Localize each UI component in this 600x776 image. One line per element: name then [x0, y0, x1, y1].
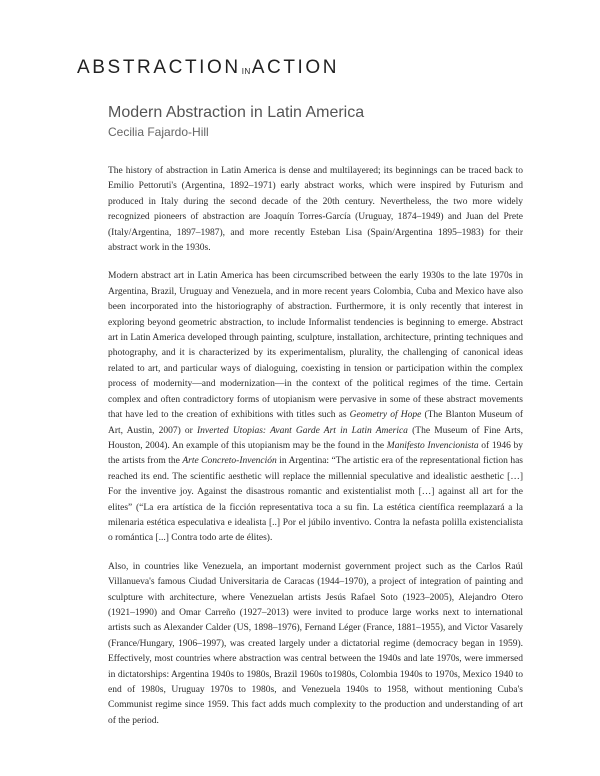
logo-word-abstraction: ABSTRACTION: [77, 57, 241, 78]
movement-name: Arte Concreto-Invención: [182, 456, 277, 467]
paragraph-2-text-e: in Argentina: “The artistic era of the representational fiction has reached its end. The scientific aesthetic will replace the millennial speculative and idealistic aesthetic […] For the inventive joy. Against the disastrous romantic and existentialist moth […] against all art for the elites” (“La era artística de la ficción representativa toca a su fin. La estética científica reemplazará a la milenaria estética especulativa e idealista [..] Por el júbilo inventivo. Contra la nefasta polilla existencialista o romántica [...] Contra todo arte de élites).: [108, 456, 524, 544]
paragraph-2-text-b: (The Blanton Museum of Art, Austin, 2007) or: [108, 410, 523, 436]
article-title: Modern Abstraction in Latin America: [108, 104, 365, 121]
article-author: Cecilia Fajardo-Hill: [108, 125, 209, 139]
exhibition-title-geometry-of-hope: Geometry of Hope: [349, 410, 422, 421]
logo-word-in: IN: [241, 67, 251, 76]
paragraph-2-text-c: (The Museum of Fine Arts, Houston, 2004). An example of this utopianism may be the found in the: [108, 425, 523, 451]
paragraph-3: Also, in countries like Venezuela, an important modernist government project such as the Carlos Raúl Villanueva's famous Ciudad Universitaria de Caracas (1944–1970), a project of integration of painting and sculpture with architecture, where Venezuelan artists Jesús Rafael Soto (1923–2005), Alejandro Otero (1921–1990) and Omar Carreño (1927–2013) were invited to produce large works next to international artists such as Alexander Calder (US, 1898–1976), Fernand Léger (France, 1881–1955), and Victor Vasarely (France/Hungary, 1906–1997), was created largely under a dictatorial regime (democracy began in 1959). Effectively, most countries where abstraction was central between the 1940s and late 1970s, were immersed in dictatorships: Argentina 1940s to 1980s, Brazil 1960s to1980s, Colombia 1940s to 1970s, Mexico 1940 to end of 1980s, Uruguay 1970s to 1980s, and Venezuela 1940s to 1958, without mentioning Cuba's Communist regime since 1959. This fact adds much complexity to the production and understanding of art of the period.: [108, 561, 523, 726]
article-body: [108, 164, 523, 742]
paragraph-2-text-a: Modern abstract art in Latin America has been circumscribed between the early 1930s to the late 1970s in Argentina, Brazil, Uruguay and Venezuela, and in more recent years Colombia, Cuba and Mexico have also been incorporated into the historiography of abstraction. Furthermore, it is only recently that interest in exploring beyond geometric abstraction, to include Informalist tendencies is beginning to emerge. Abstract art in Latin America developed through painting, sculpture, installation, architecture, printing techniques and photography, and it is characterized by its experimentalism, plurality, the challenging of canonical ideas related to art, and particular ways of dialoguing, coexisting in tension or participation within the complex process of modernity—and modernization—in the context of the political regimes of the time. Certain complex and often contradictory forms of utopianism were pervasive in some of these abstract movements that have led to the creation of exhibitions with titles such as: [108, 271, 523, 421]
logo-word-action: ACTION: [251, 57, 340, 78]
site-logo[interactable]: [77, 57, 339, 79]
exhibition-title-inverted-utopias: Inverted Utopias: Avant Garde Art in Latin America: [197, 425, 408, 436]
manifesto-title: Manifesto Invencionista: [386, 440, 479, 451]
paragraph-2: [108, 269, 523, 546]
paragraph-1: The history of abstraction in Latin America is dense and multilayered; its beginnings can be traced back to Emilio Pettoruti's (Argentina, 1892–1971) early abstract works, which were inspired by Futurism and produced in Italy during the second decade of the 20th century. Nevertheless, the two more widely recognized pioneers of abstraction are Joaquín Torres-García (Uruguay, 1874–1949) and Juan del Prete (Italy/Argentina, 1897–1987), and more recently Esteban Lisa (Spain/Argentina 1895–1983) for their abstract work in the 1930s.: [108, 166, 523, 254]
paragraph-2-text-d: of 1946 by the artists from the: [108, 440, 523, 467]
